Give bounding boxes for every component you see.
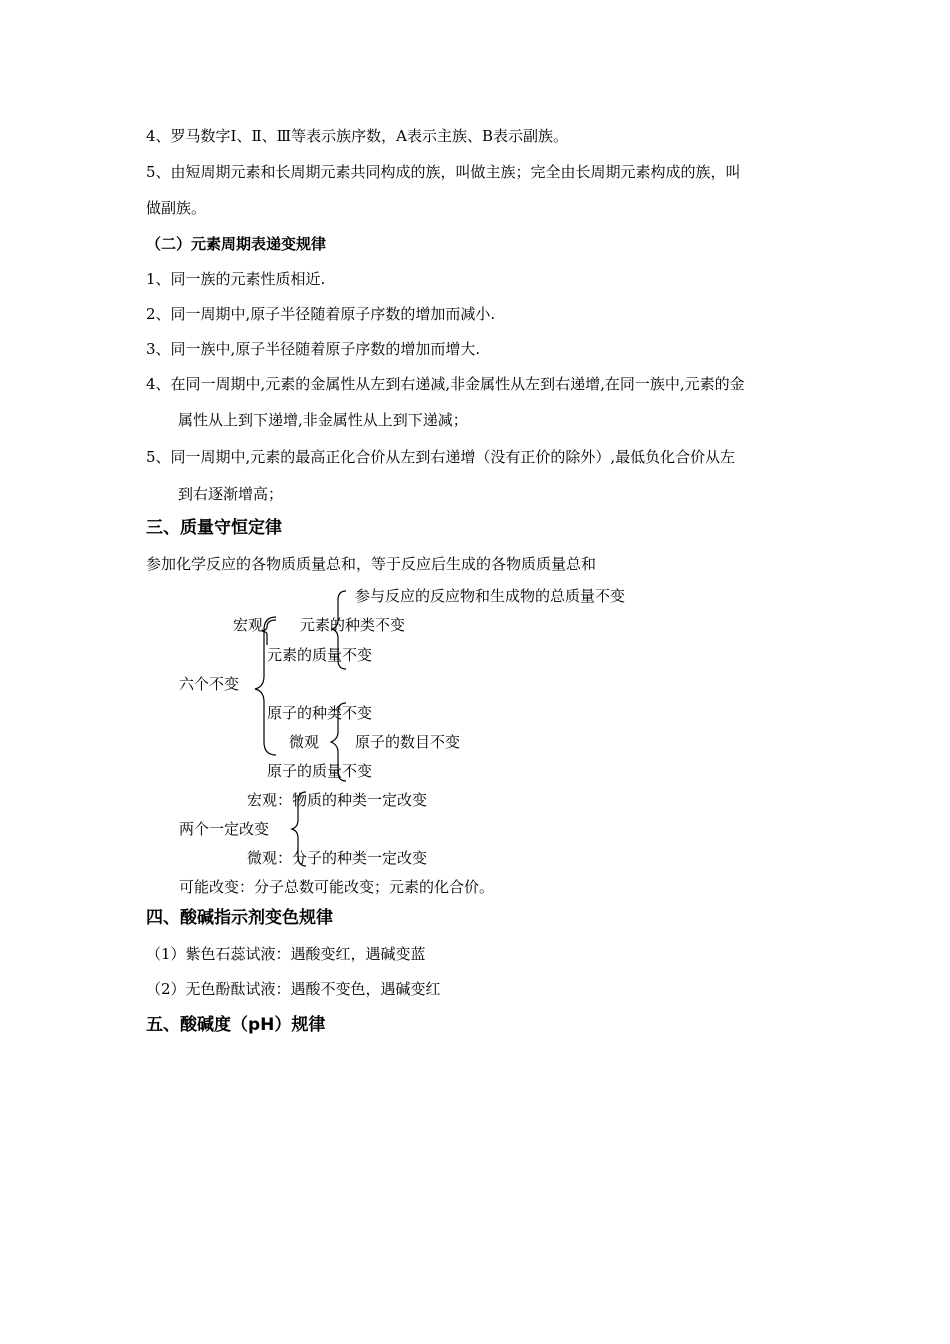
micro-label: 微观	[289, 733, 320, 751]
rule-item-cont: 属性从上到下递增,非金属性从上到下递减；	[178, 411, 468, 429]
indicator-item: （2）无色酚酞试液：遇酸不变色，遇碱变红	[146, 980, 441, 998]
micro-item-atom-type: 原子的种类不变	[267, 704, 373, 722]
six-constants-label: 六个不变	[179, 675, 240, 693]
rule-item: 5、同一周期中,元素的最高正化合价从左到右递增（没有正价的除外）,最低负化合价从左	[146, 448, 736, 466]
micro-item-atom-mass: 原子的质量不变	[267, 762, 373, 780]
section-heading: 四、酸碱指示剂变色规律	[146, 908, 333, 928]
change-micro: 微观：分子的种类一定改变	[247, 849, 428, 867]
text-line: 4、罗马数字Ⅰ、Ⅱ、Ⅲ等表示族序数，A表示主族、B表示副族。	[146, 127, 568, 145]
mass-law-text: 参加化学反应的各物质质量总和，等于反应后生成的各物质质量总和	[146, 555, 597, 573]
macro-item-element-mass: 元素的质量不变	[267, 646, 373, 664]
rule-item: 3、同一族中,原子半径随着原子序数的增加而增大.	[146, 340, 481, 358]
indicator-item: （1）紫色石蕊试液：遇酸变红，遇碱变蓝	[146, 945, 426, 963]
macro-item-element-type: 元素的种类不变	[300, 616, 406, 634]
rule-item-cont: 到右逐渐增高；	[178, 485, 284, 503]
macro-item-total-mass: 参与反应的反应物和生成物的总质量不变	[355, 587, 626, 605]
possible-change: 可能改变：分子总数可能改变；元素的化合价。	[179, 878, 495, 896]
two-changes-label: 两个一定改变	[179, 820, 270, 838]
section-heading: 五、酸碱度（pH）规律	[146, 1015, 326, 1035]
micro-item-atom-count: 原子的数目不变	[355, 733, 461, 751]
rule-item: 4、在同一周期中,元素的金属性从左到右递减,非金属性从左到右递增,在同一族中,元素的金	[146, 375, 745, 393]
rule-item: 2、同一周期中,原子半径随着原子序数的增加而减小.	[146, 305, 496, 323]
sub-heading: （二）元素周期表递变规律	[146, 235, 327, 253]
rule-item: 1、同一族的元素性质相近.	[146, 270, 326, 288]
text-line: 做副族。	[146, 199, 207, 217]
text-line: 5、由短周期元素和长周期元素共同构成的族，叫做主族；完全由长周期元素构成的族，叫	[146, 163, 741, 181]
section-heading: 三、质量守恒定律	[146, 518, 282, 538]
macro-label: 宏观	[233, 616, 264, 634]
change-macro: 宏观：物质的种类一定改变	[247, 791, 428, 809]
